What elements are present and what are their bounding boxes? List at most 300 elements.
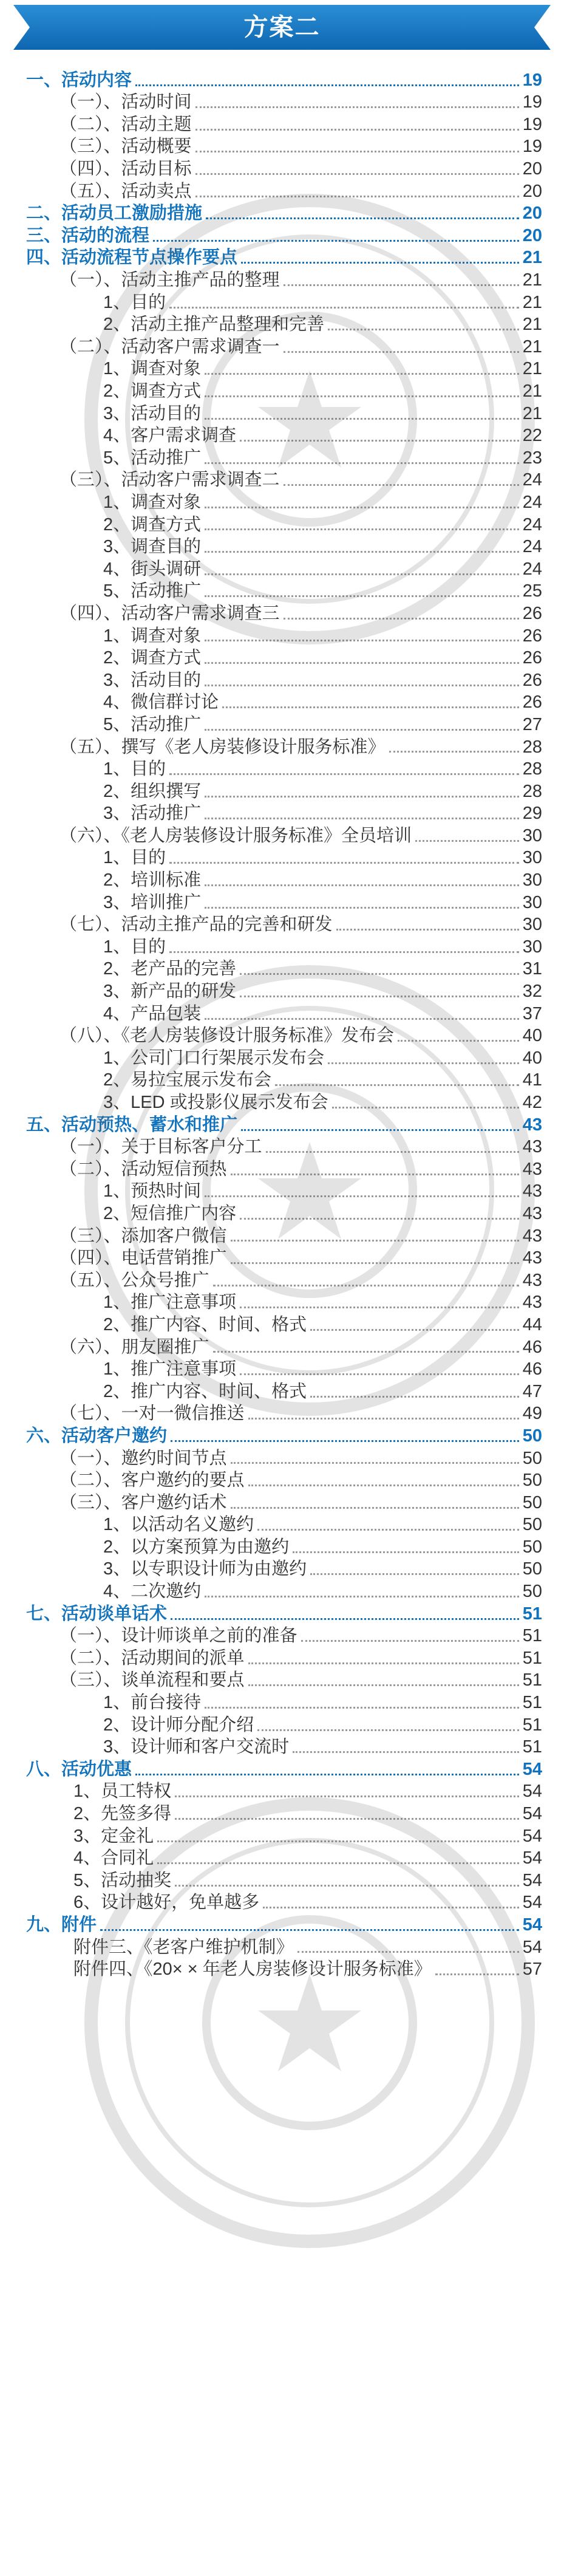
- toc-page-number: 21: [522, 292, 542, 312]
- dot-leader: [398, 1040, 519, 1042]
- toc-item[interactable]: [0, 579, 564, 602]
- toc-page-number: 31: [522, 959, 542, 979]
- dot-leader: [293, 1551, 519, 1553]
- dot-leader: [205, 907, 519, 909]
- toc-subsection[interactable]: [0, 824, 564, 846]
- dot-leader: [240, 1218, 519, 1220]
- toc-item[interactable]: [0, 1802, 564, 1824]
- toc-label: （一）、活动时间: [59, 92, 192, 112]
- toc-page-number: 30: [522, 937, 542, 957]
- dot-leader: [205, 418, 519, 420]
- toc-subsection[interactable]: [0, 468, 564, 491]
- toc-label: 6、设计越好，免单越多: [73, 1893, 260, 1913]
- dot-leader: [205, 551, 519, 553]
- toc-item[interactable]: [0, 401, 564, 424]
- toc-page-number: 20: [522, 225, 542, 245]
- dot-leader: [205, 507, 519, 508]
- toc-item[interactable]: [0, 646, 564, 668]
- toc-label: （六）、朋友圈推广: [59, 1337, 209, 1357]
- dot-leader: [169, 862, 519, 864]
- toc-page-number: 24: [522, 470, 542, 490]
- toc-item[interactable]: [0, 557, 564, 579]
- toc-label: （三）、客户邀约话术: [59, 1492, 227, 1512]
- toc-subsection[interactable]: [0, 1646, 564, 1669]
- dot-leader: [205, 1596, 519, 1597]
- dot-leader: [205, 729, 519, 731]
- dot-leader: [297, 1951, 519, 1953]
- toc-item[interactable]: [0, 357, 564, 380]
- dot-leader: [205, 462, 519, 464]
- toc-section[interactable]: [0, 1602, 564, 1624]
- dot-leader: [231, 1462, 519, 1464]
- toc-label: 2、调查方式: [103, 648, 202, 668]
- toc-page-number: 54: [522, 1893, 542, 1913]
- toc-page-number: 24: [522, 537, 542, 557]
- toc-label: （八）、《老人房装修设计服务标准》发布会: [59, 1026, 395, 1046]
- toc-label: 3、调查目的: [103, 537, 202, 557]
- toc-page-number: 20: [522, 203, 542, 224]
- toc-page-number: 50: [522, 1582, 542, 1602]
- toc-item[interactable]: [0, 712, 564, 735]
- dot-leader: [206, 217, 519, 219]
- toc-page-number: 47: [522, 1381, 542, 1401]
- toc-page-number: 57: [522, 1959, 542, 1980]
- dot-leader: [240, 1373, 519, 1375]
- toc-page-number: 43: [522, 1226, 542, 1246]
- toc-section[interactable]: [0, 202, 564, 224]
- toc-item[interactable]: [0, 624, 564, 646]
- dot-leader: [195, 129, 519, 131]
- toc-label: 4、微信群讨论: [103, 692, 219, 712]
- toc-label: 3、以专职设计师为由邀约: [103, 1559, 307, 1579]
- toc-label: 四、活动流程节点操作要点: [26, 248, 238, 268]
- dot-leader: [231, 1240, 519, 1242]
- toc-item[interactable]: [0, 535, 564, 557]
- dot-leader: [248, 1418, 519, 1420]
- toc-item[interactable]: [0, 1313, 564, 1335]
- toc-label: 1、目的: [103, 848, 166, 868]
- toc-page-number: 24: [522, 492, 542, 512]
- toc-item[interactable]: [0, 290, 564, 313]
- dot-leader: [293, 1751, 519, 1753]
- dot-leader: [328, 1062, 519, 1064]
- toc-item[interactable]: [0, 979, 564, 1002]
- toc-page-number: 54: [522, 1759, 542, 1779]
- toc-item[interactable]: [0, 890, 564, 913]
- toc-label: 3、新产品的研发: [103, 982, 237, 1002]
- toc-label: 3、LED 或投影仪展示发布会: [103, 1093, 328, 1113]
- toc-label: 七、活动谈单话术: [26, 1604, 168, 1624]
- toc-page-number: 43: [522, 1115, 542, 1135]
- toc-label: 2、推广内容、时间、格式: [103, 1381, 307, 1401]
- toc-item[interactable]: [0, 1046, 564, 1068]
- dot-leader: [263, 1907, 519, 1908]
- toc-label: 1、预热时间: [103, 1181, 202, 1201]
- toc-label: 2、设计师分配介绍: [103, 1715, 254, 1735]
- toc-label: （二）、客户邀约的要点: [59, 1471, 245, 1491]
- toc-page-number: 54: [522, 1915, 542, 1935]
- toc-subsection[interactable]: [0, 1268, 564, 1291]
- dot-leader: [100, 1929, 519, 1931]
- toc-page-number: 27: [522, 714, 542, 734]
- dot-leader: [310, 1329, 519, 1331]
- dot-leader: [301, 1640, 519, 1642]
- toc-item[interactable]: [0, 1513, 564, 1536]
- toc-label: 2、调查方式: [103, 381, 202, 401]
- toc-label: （二）、活动主题: [59, 114, 192, 134]
- dot-leader: [205, 884, 519, 886]
- dot-leader: [275, 1084, 519, 1086]
- toc-section[interactable]: [0, 1913, 564, 1935]
- toc-page-number: 54: [522, 1804, 542, 1824]
- toc-label: 五、活动预热、蓄水和推广: [26, 1115, 238, 1135]
- toc-page-number: 43: [522, 1137, 542, 1157]
- toc-subsection[interactable]: [0, 1402, 564, 1424]
- toc-page-number: 21: [522, 270, 542, 290]
- dot-leader: [205, 373, 519, 375]
- toc-label: （三）、活动概要: [59, 137, 192, 157]
- dot-leader: [205, 640, 519, 641]
- toc-subsection[interactable]: [0, 157, 564, 179]
- toc-page-number: 19: [522, 137, 542, 157]
- toc-label: 1、调查对象: [103, 359, 202, 379]
- title-banner: [13, 5, 551, 50]
- toc-page-number: 21: [522, 381, 542, 401]
- toc-page-number: 30: [522, 848, 542, 868]
- dot-leader: [205, 528, 519, 530]
- toc-page-number: 19: [522, 92, 542, 112]
- toc-page-number: 54: [522, 1848, 542, 1868]
- toc-label: 3、活动推广: [103, 804, 202, 824]
- toc-label: 1、目的: [103, 759, 166, 779]
- dot-leader: [205, 1018, 519, 1020]
- toc-label: 3、活动目的: [103, 670, 202, 690]
- toc-page-number: 50: [522, 1492, 542, 1512]
- toc-page-number: 51: [522, 1715, 542, 1735]
- toc-page-number: 30: [522, 825, 542, 846]
- toc-item[interactable]: [0, 1068, 564, 1091]
- toc-label: 1、目的: [103, 937, 166, 957]
- toc-subsection[interactable]: [0, 1246, 564, 1268]
- dot-leader: [195, 151, 519, 152]
- toc-page-number: 50: [522, 1559, 542, 1579]
- toc-item[interactable]: [0, 1557, 564, 1580]
- toc-subsection[interactable]: [0, 735, 564, 757]
- toc-label: 1、公司门口行架展示发布会: [103, 1048, 325, 1068]
- toc-page-number: 28: [522, 759, 542, 779]
- toc-label: 2、以方案预算为由邀约: [103, 1537, 290, 1557]
- toc-item[interactable]: [0, 691, 564, 713]
- toc-item[interactable]: [0, 1780, 564, 1802]
- toc-page-number: 26: [522, 603, 542, 623]
- toc-page-number: 26: [522, 626, 542, 646]
- toc-label: （五）、撰写《老人房装修设计服务标准》: [59, 737, 386, 757]
- toc-item[interactable]: [0, 379, 564, 401]
- toc-item[interactable]: [0, 802, 564, 824]
- toc-page-number: 21: [522, 403, 542, 423]
- toc-label: 2、短信推广内容: [103, 1203, 237, 1223]
- toc-page-number: 50: [522, 1426, 542, 1446]
- toc-page-number: 51: [522, 1626, 542, 1646]
- toc-page-number: 43: [522, 1248, 542, 1268]
- toc-page-number: 54: [522, 1826, 542, 1846]
- toc-item[interactable]: [0, 513, 564, 535]
- dot-leader: [135, 84, 519, 86]
- toc-label: 2、老产品的完善: [103, 959, 237, 979]
- toc-page-number: 49: [522, 1404, 542, 1424]
- dot-leader: [248, 1484, 519, 1486]
- toc-page-number: 50: [522, 1471, 542, 1491]
- toc-item[interactable]: [0, 846, 564, 869]
- toc-subsection[interactable]: [0, 335, 564, 357]
- toc-subsection[interactable]: [0, 268, 564, 290]
- toc-subsection[interactable]: [0, 1335, 564, 1358]
- toc-item[interactable]: [0, 957, 564, 980]
- dot-leader: [241, 1129, 519, 1131]
- toc-item[interactable]: [0, 1891, 564, 1913]
- toc-label: 1、前台接待: [103, 1693, 202, 1713]
- toc-label: （二）、活动短信预热: [59, 1159, 227, 1179]
- toc-item[interactable]: [0, 668, 564, 691]
- table-of-contents: [0, 68, 564, 1980]
- toc-page-number: 26: [522, 648, 542, 668]
- toc-section[interactable]: [0, 224, 564, 246]
- toc-subsection[interactable]: [0, 601, 564, 624]
- toc-label: （四）、活动目标: [59, 159, 192, 179]
- toc-page-number: 43: [522, 1181, 542, 1201]
- dot-leader: [213, 1285, 519, 1286]
- toc-subsection[interactable]: [0, 1224, 564, 1246]
- toc-item[interactable]: [0, 1180, 564, 1202]
- dot-leader: [169, 951, 519, 953]
- toc-page-number: 24: [522, 514, 542, 535]
- toc-page-number: 28: [522, 737, 542, 757]
- toc-page-number: 37: [522, 1003, 542, 1023]
- toc-item[interactable]: [0, 1201, 564, 1224]
- toc-label: 4、街头调研: [103, 559, 202, 579]
- dot-leader: [205, 796, 519, 798]
- dot-leader: [284, 484, 519, 486]
- toc-page-number: 29: [522, 804, 542, 824]
- toc-label: 1、员工特权: [73, 1782, 172, 1802]
- toc-page-number: 32: [522, 982, 542, 1002]
- toc-label: 2、先签多得: [73, 1804, 172, 1824]
- toc-label: 5、活动推广: [103, 448, 202, 468]
- toc-subsection[interactable]: [0, 913, 564, 935]
- toc-page-number: 51: [522, 1604, 542, 1624]
- toc-label: 5、活动抽奖: [73, 1870, 172, 1890]
- toc-label: 二、活动员工激励措施: [26, 203, 203, 224]
- toc-section[interactable]: [0, 246, 564, 268]
- toc-label: 2、调查方式: [103, 514, 202, 535]
- page-title: 方案二: [243, 14, 321, 41]
- dot-leader: [336, 929, 519, 931]
- dot-leader: [240, 1307, 519, 1308]
- toc-item[interactable]: [0, 1379, 564, 1402]
- toc-page-number: 42: [522, 1093, 542, 1113]
- toc-item[interactable]: [0, 1735, 564, 1758]
- dot-leader: [205, 573, 519, 575]
- toc-page-number: 50: [522, 1515, 542, 1535]
- toc-page-number: 21: [522, 337, 542, 357]
- toc-item[interactable]: [0, 1090, 564, 1113]
- toc-label: 三、活动的流程: [26, 225, 150, 245]
- dot-leader: [175, 1885, 519, 1887]
- toc-item[interactable]: [0, 1357, 564, 1379]
- toc-item[interactable]: [0, 446, 564, 468]
- toc-item[interactable]: [0, 490, 564, 513]
- toc-page-number: 43: [522, 1270, 542, 1290]
- toc-section[interactable]: [0, 68, 564, 91]
- dot-leader: [328, 329, 519, 330]
- toc-label: 1、调查对象: [103, 626, 202, 646]
- toc-label: 3、活动目的: [103, 403, 202, 423]
- toc-label: 附件三、《老客户维护机制》: [73, 1937, 294, 1957]
- dot-leader: [153, 240, 519, 242]
- toc-page-number: 20: [522, 181, 542, 201]
- dot-leader: [195, 106, 519, 108]
- toc-label: 2、活动主推产品整理和完善: [103, 315, 325, 335]
- toc-label: 5、活动推广: [103, 581, 202, 601]
- toc-page-number: 50: [522, 1448, 542, 1468]
- toc-page-number: 24: [522, 559, 542, 579]
- toc-subsection[interactable]: [0, 1624, 564, 1647]
- toc-page-number: 50: [522, 1537, 542, 1557]
- toc-subsection[interactable]: [0, 179, 564, 202]
- toc-page-number: 26: [522, 670, 542, 690]
- toc-label: （一）、邀约时间节点: [59, 1448, 227, 1468]
- toc-subsection[interactable]: [0, 135, 564, 157]
- toc-subsection[interactable]: [0, 1468, 564, 1491]
- toc-label: （二）、活动客户需求调查一: [59, 337, 280, 357]
- toc-section[interactable]: [0, 1113, 564, 1135]
- toc-item[interactable]: [0, 757, 564, 779]
- dot-leader: [257, 1529, 519, 1531]
- toc-page-number: 41: [522, 1070, 542, 1090]
- dot-leader: [389, 751, 519, 753]
- dot-leader: [240, 440, 519, 442]
- dot-leader: [135, 1774, 519, 1775]
- toc-label: 3、培训推广: [103, 892, 202, 912]
- toc-item[interactable]: [0, 779, 564, 802]
- toc-page-number: 21: [522, 315, 542, 335]
- dot-leader: [157, 1840, 519, 1842]
- toc-label: （一）、活动主推产品的整理: [59, 270, 280, 290]
- toc-subsection[interactable]: [0, 1446, 564, 1469]
- toc-page-number: 54: [522, 1782, 542, 1802]
- toc-label: （五）、活动卖点: [59, 181, 192, 201]
- toc-label: 附件四、《20× × 年老人房装修设计服务标准》: [73, 1959, 432, 1980]
- toc-label: 六、活动客户邀约: [26, 1426, 168, 1446]
- toc-item[interactable]: [0, 1579, 564, 1602]
- toc-subsection[interactable]: [0, 1491, 564, 1513]
- toc-section[interactable]: [0, 1757, 564, 1780]
- dot-leader: [175, 1818, 519, 1820]
- toc-label: 5、活动推广: [103, 714, 202, 734]
- toc-label: 2、组织撰写: [103, 781, 202, 801]
- dot-leader: [169, 773, 519, 775]
- toc-item[interactable]: [0, 1847, 564, 1869]
- dot-leader: [205, 818, 519, 819]
- dot-leader: [205, 685, 519, 686]
- toc-page-number: 51: [522, 1693, 542, 1713]
- dot-leader: [310, 1396, 519, 1398]
- dot-leader: [415, 840, 519, 842]
- toc-page-number: 21: [522, 248, 542, 268]
- toc-label: （一）、关于目标客户分工: [59, 1137, 262, 1157]
- dot-leader: [231, 1174, 519, 1175]
- dot-leader: [248, 1662, 519, 1664]
- dot-leader: [310, 1573, 519, 1575]
- toc-page-number: 44: [522, 1314, 542, 1334]
- toc-subsection[interactable]: [0, 1135, 564, 1158]
- toc-label: 九、附件: [26, 1915, 97, 1935]
- toc-page-number: 43: [522, 1293, 542, 1313]
- toc-item[interactable]: [0, 1690, 564, 1713]
- dot-leader: [213, 1351, 519, 1353]
- toc-page-number: 19: [522, 70, 542, 90]
- toc-subsection[interactable]: [0, 91, 564, 113]
- dot-leader: [284, 351, 519, 353]
- toc-item[interactable]: [0, 1824, 564, 1847]
- toc-item[interactable]: [0, 1935, 564, 1958]
- dot-leader: [205, 1707, 519, 1709]
- toc-page-number: 25: [522, 581, 542, 601]
- toc-item[interactable]: [0, 1535, 564, 1557]
- toc-item[interactable]: [0, 424, 564, 446]
- toc-label: （七）、一对一微信推送: [59, 1404, 245, 1424]
- toc-page-number: 21: [522, 359, 542, 379]
- toc-label: 1、调查对象: [103, 492, 202, 512]
- toc-item[interactable]: [0, 935, 564, 957]
- toc-item[interactable]: [0, 313, 564, 335]
- toc-subsection[interactable]: [0, 112, 564, 135]
- toc-label: （四）、电话营销推广: [59, 1248, 227, 1268]
- toc-page-number: 30: [522, 892, 542, 912]
- toc-subsection[interactable]: [0, 1024, 564, 1047]
- toc-label: 一、活动内容: [26, 70, 132, 90]
- toc-item[interactable]: [0, 1291, 564, 1313]
- dot-leader: [205, 662, 519, 664]
- toc-page-number: 54: [522, 1870, 542, 1890]
- dot-leader: [195, 196, 519, 197]
- dot-leader: [205, 1195, 519, 1197]
- dot-leader: [248, 1684, 519, 1686]
- toc-label: （五）、公众号推广: [59, 1270, 209, 1290]
- toc-label: 4、合同礼: [73, 1848, 154, 1868]
- toc-item[interactable]: [0, 1713, 564, 1735]
- dot-leader: [332, 1107, 519, 1109]
- toc-item[interactable]: [0, 868, 564, 890]
- dot-leader: [284, 284, 519, 286]
- toc-label: （四）、活动客户需求调查三: [59, 603, 280, 623]
- toc-page-number: 46: [522, 1337, 542, 1357]
- toc-page-number: 51: [522, 1648, 542, 1668]
- dot-leader: [241, 262, 519, 264]
- toc-page-number: 30: [522, 870, 542, 890]
- toc-item[interactable]: [0, 1002, 564, 1024]
- toc-subsection[interactable]: [0, 1157, 564, 1180]
- toc-section[interactable]: [0, 1424, 564, 1446]
- toc-page-number: 51: [522, 1737, 542, 1757]
- toc-page-number: 40: [522, 1048, 542, 1068]
- toc-item[interactable]: [0, 1868, 564, 1891]
- toc-item[interactable]: [0, 1957, 564, 1980]
- toc-label: 1、推广注意事项: [103, 1293, 237, 1313]
- toc-page-number: 43: [522, 1203, 542, 1223]
- toc-page-number: 22: [522, 426, 542, 446]
- toc-subsection[interactable]: [0, 1669, 564, 1691]
